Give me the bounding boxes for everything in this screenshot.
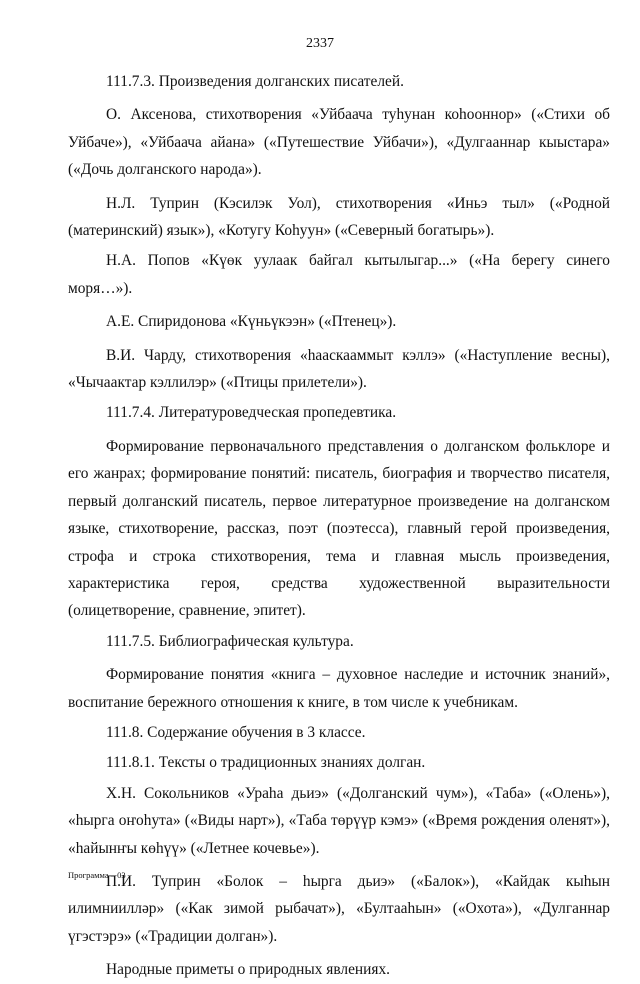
section-heading-7-3: 111.7.3. Произведения долганских писателей.	[106, 73, 404, 90]
paragraph-tuprin-pi: П.И. Туприн «Болок – hырга дьиэ» («Балок»), «Кайдак кыhын илимниилләр» («Как зимой рыбачат»), «Бултааhын» («Охота»), «Дулганнар үгэстэрэ» («Традиции долган»).	[68, 872, 610, 945]
paragraph-popov: Н.А. Попов «Күөк уулаак байгал кытылыгар...» («На берегу синего моря…»).	[68, 252, 610, 297]
paragraph-spiridonova: А.Е. Спиридонова «Күньүкээн» («Птенец»).	[106, 313, 397, 331]
paragraph-propaedeutics: Формирование первоначального представления о долганском фольклоре и его жанрах; формирование понятий: писатель, биография и творчество писателя, первый долганский писатель, первое литературное произведение на долганском языке, стихотворение, рассказ, поэт (поэтесса), главный герой произведения, строфа и строка стихотворения, тема и главная мысль произведения, характеристика героя, средства художественной выразительности (олицетворение, сравнение, эпитет).	[68, 437, 610, 620]
paragraph-aksenova: О. Аксенова, стихотворения «Уйбаача туhунан коhооннор» («Стихи об Уйбаче»), «Уйбаача айана» («Путешествие Уйбачи»), «Дулгааннар кыыстара» («Дочь долганского народа»).	[68, 106, 610, 179]
section-heading-8: 111.8. Содержание обучения в 3 классе.	[106, 723, 366, 741]
paragraph-folk-omens: Народные приметы о природных явлениях.	[106, 961, 390, 979]
paragraph-sokolnikov: Х.Н. Сокольников «Ураhа дьиэ» («Долганский чум»), «Таба» («Олень»), «hырга оҥоhута» («Виды нарт»), «Таба төрүүр кэмэ» («Время рождения оленят»), «hайынҥы көhүү» («Летнее кочевье»).	[68, 784, 610, 857]
paragraph-bibliographic-culture: Формирование понятия «книга – духовное наследие и источник знаний», воспитание бережного отношения к книге, в том числе к учебникам.	[68, 666, 610, 711]
section-heading-7-4: 111.7.4. Литературоведческая пропедевтика.	[106, 404, 397, 422]
section-heading-8-1: 111.8.1. Тексты о традиционных знаниях долган.	[106, 754, 426, 772]
footer-label: Программа – 03	[68, 870, 126, 880]
section-heading-7-5: 111.7.5. Библиографическая культура.	[106, 632, 354, 650]
document-body	[68, 68, 610, 984]
paragraph-tuprin-nl: Н.Л. Туприн (Кэсилэк Уол), стихотворения «Иньэ тыл» («Родной (материнский) язык»), «Котугу Коhуун» («Северный богатырь»).	[68, 194, 610, 240]
paragraph-chardu: В.И. Чарду, стихотворения «hааскааммыт кэллэ» («Наступление весны), «Чычаактар кэллилэр» («Птицы прилетели»).	[68, 346, 610, 392]
page-number: 2337	[306, 36, 334, 51]
